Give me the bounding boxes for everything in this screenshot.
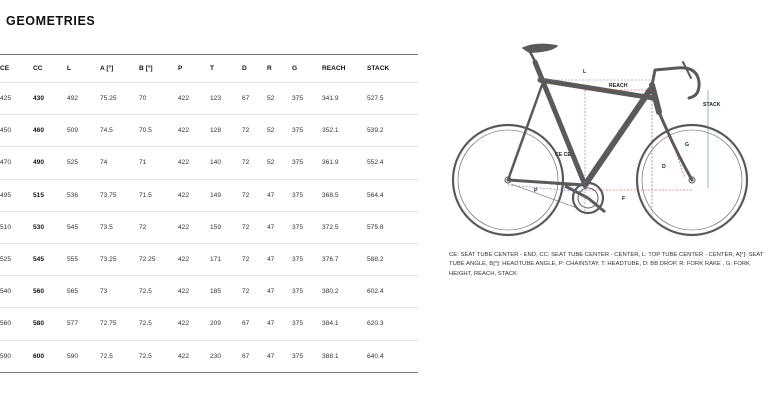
table-cell: 545 xyxy=(33,256,45,264)
table-cell: 70.5 xyxy=(139,127,152,135)
table-cell: 555 xyxy=(67,256,79,264)
table-cell: 72 xyxy=(139,223,147,231)
column-header: G xyxy=(292,65,298,72)
table-cell: 128 xyxy=(210,127,222,135)
label-g: G xyxy=(685,142,690,148)
label-d: D xyxy=(662,164,666,170)
table-cell: 590 xyxy=(67,352,79,360)
table-cell: 539.2 xyxy=(367,127,384,135)
table-cell: 361.9 xyxy=(322,159,339,167)
table-cell: 72.5 xyxy=(100,352,113,360)
bike-frame xyxy=(508,44,699,185)
table-cell: 492 xyxy=(67,95,79,103)
table-cell: 375 xyxy=(292,95,304,103)
table-cell: 73.25 xyxy=(100,256,117,264)
table-cell: 47 xyxy=(267,288,275,296)
table-cell: 341.9 xyxy=(322,95,339,103)
table-cell: 67 xyxy=(242,320,250,328)
table-cell: 509 xyxy=(67,127,79,135)
table-cell: 380.2 xyxy=(322,288,339,296)
geometry-table xyxy=(0,54,418,373)
table-cell: 149 xyxy=(210,191,222,199)
table-cell: 490 xyxy=(33,159,45,167)
table-cell: 372.5 xyxy=(322,223,339,231)
table-cell: 375 xyxy=(292,223,304,231)
page-title: GEOMETRIES xyxy=(6,14,96,28)
table-cell: 422 xyxy=(178,320,190,328)
table-cell: 72.25 xyxy=(139,256,156,264)
table-cell: 52 xyxy=(267,95,275,103)
table-row xyxy=(0,147,418,179)
column-header: P xyxy=(178,65,183,72)
table-cell: 384.1 xyxy=(322,320,339,328)
table-row xyxy=(0,243,418,275)
table-cell: 375 xyxy=(292,191,304,199)
table-cell: 525 xyxy=(67,159,79,167)
table-cell: 72.5 xyxy=(139,320,152,328)
table-cell: 72.5 xyxy=(139,352,152,360)
table-row xyxy=(0,115,418,147)
table-cell: 209 xyxy=(210,320,222,328)
table-cell: 72 xyxy=(242,127,250,135)
table-cell: 47 xyxy=(267,320,275,328)
column-header: L xyxy=(67,65,72,72)
table-cell: 510 xyxy=(0,223,12,231)
table-cell: 425 xyxy=(0,95,12,103)
table-cell: 470 xyxy=(0,159,12,167)
table-cell: 71.5 xyxy=(139,191,152,199)
diagram-caption: CE: SEAT TUBE CENTER - END, CC: SEAT TUBE CENTER - CENTER, L: TOP TUBE CENTER - CENTER, A[°]: SEAT TUBE ANGLE, B[°]: HEADTUBE ANGLE, P: CHAINSTAY, T: HEADTUBE, D: BB DROP, R: FORK RAKE , G: FORK HEIGHT, REACH, STACK xyxy=(449,252,764,277)
table-cell: 74 xyxy=(100,159,108,167)
table-cell: 580 xyxy=(33,320,45,328)
table-cell: 75.25 xyxy=(100,95,117,103)
label-reach: REACH xyxy=(609,83,628,89)
table-cell: 588.2 xyxy=(367,256,384,264)
table-cell: 47 xyxy=(267,256,275,264)
table-cell: 140 xyxy=(210,159,222,167)
table-cell: 67 xyxy=(242,352,250,360)
table-cell: 73.5 xyxy=(100,223,113,231)
table-row xyxy=(0,179,418,211)
label-l: L xyxy=(583,69,587,75)
table-cell: 352.1 xyxy=(322,127,339,135)
table-cell: 422 xyxy=(178,159,190,167)
table-cell: 72 xyxy=(242,288,250,296)
table-cell: 67 xyxy=(242,95,250,103)
table-row xyxy=(0,340,418,372)
table-cell: 375 xyxy=(292,127,304,135)
table-cell: 422 xyxy=(178,288,190,296)
label-ce-cc: CE CE xyxy=(555,152,571,158)
table-cell: 620.3 xyxy=(367,320,384,328)
table-cell: 185 xyxy=(210,288,222,296)
table-cell: 525 xyxy=(0,256,12,264)
table-cell: 72.75 xyxy=(100,320,117,328)
table-cell: 368.5 xyxy=(322,191,339,199)
table-cell: 545 xyxy=(67,223,79,231)
table-cell: 552.4 xyxy=(367,159,384,167)
table-header-row xyxy=(0,55,418,83)
table-cell: 495 xyxy=(0,191,12,199)
column-header: T xyxy=(210,65,215,72)
column-header: D xyxy=(242,65,247,72)
column-header: R xyxy=(267,65,272,72)
table-cell: 590 xyxy=(0,352,12,360)
table-cell: 422 xyxy=(178,223,190,231)
table-cell: 72.5 xyxy=(139,288,152,296)
table-cell: 575.8 xyxy=(367,223,384,231)
table-cell: 73 xyxy=(100,288,108,296)
table-cell: 527.5 xyxy=(367,95,384,103)
table-cell: 375 xyxy=(292,256,304,264)
table-cell: 72 xyxy=(242,159,250,167)
table-cell: 422 xyxy=(178,256,190,264)
table-cell: 602.4 xyxy=(367,288,384,296)
table-cell: 375 xyxy=(292,320,304,328)
table-cell: 73.75 xyxy=(100,191,117,199)
table-cell: 540 xyxy=(0,288,12,296)
table-cell: 52 xyxy=(267,159,275,167)
column-header: STACK xyxy=(367,65,390,72)
table-row xyxy=(0,83,418,115)
table-cell: 171 xyxy=(210,256,222,264)
table-body xyxy=(0,83,418,373)
table-cell: 460 xyxy=(33,127,45,135)
table-cell: 47 xyxy=(267,352,275,360)
table-cell: 422 xyxy=(178,95,190,103)
table-cell: 47 xyxy=(267,191,275,199)
table-cell: 375 xyxy=(292,288,304,296)
table-cell: 600 xyxy=(33,352,45,360)
table-cell: 123 xyxy=(210,95,222,103)
table-cell: 70 xyxy=(139,95,147,103)
table-cell: 430 xyxy=(33,95,45,103)
table-cell: 388.1 xyxy=(322,352,339,360)
table-cell: 72 xyxy=(242,256,250,264)
table-cell: 565 xyxy=(67,288,79,296)
table-cell: 375 xyxy=(292,352,304,360)
table-cell: 74.5 xyxy=(100,127,113,135)
table-cell: 159 xyxy=(210,223,222,231)
table-cell: 375 xyxy=(292,159,304,167)
table-cell: 536 xyxy=(67,191,79,199)
table-cell: 577 xyxy=(67,320,79,328)
table-cell: 564.4 xyxy=(367,191,384,199)
table-cell: 52 xyxy=(267,127,275,135)
table-cell: 515 xyxy=(33,191,45,199)
bike-geometry-diagram xyxy=(445,40,765,248)
column-header: REACH xyxy=(322,65,346,72)
table-cell: 422 xyxy=(178,191,190,199)
label-stack: STACK xyxy=(703,102,721,108)
table-cell: 72 xyxy=(242,191,250,199)
table-row xyxy=(0,308,418,340)
table-cell: 560 xyxy=(0,320,12,328)
table-cell: 71 xyxy=(139,159,147,167)
table-cell: 230 xyxy=(210,352,222,360)
label-f: F xyxy=(622,196,626,202)
table-cell: 450 xyxy=(0,127,12,135)
column-header: B [°] xyxy=(139,65,153,72)
table-cell: 530 xyxy=(33,223,45,231)
table-cell: 47 xyxy=(267,223,275,231)
column-header: CE xyxy=(0,65,10,72)
column-header: A [°] xyxy=(100,65,114,72)
table-row xyxy=(0,211,418,243)
table-cell: 422 xyxy=(178,127,190,135)
column-header: CC xyxy=(33,65,43,72)
table-row xyxy=(0,276,418,308)
table-cell: 72 xyxy=(242,223,250,231)
table-cell: 376.7 xyxy=(322,256,339,264)
table-cell: 560 xyxy=(33,288,45,296)
label-p: P xyxy=(534,188,538,194)
table-cell: 422 xyxy=(178,352,190,360)
table-cell: 640.4 xyxy=(367,352,384,360)
